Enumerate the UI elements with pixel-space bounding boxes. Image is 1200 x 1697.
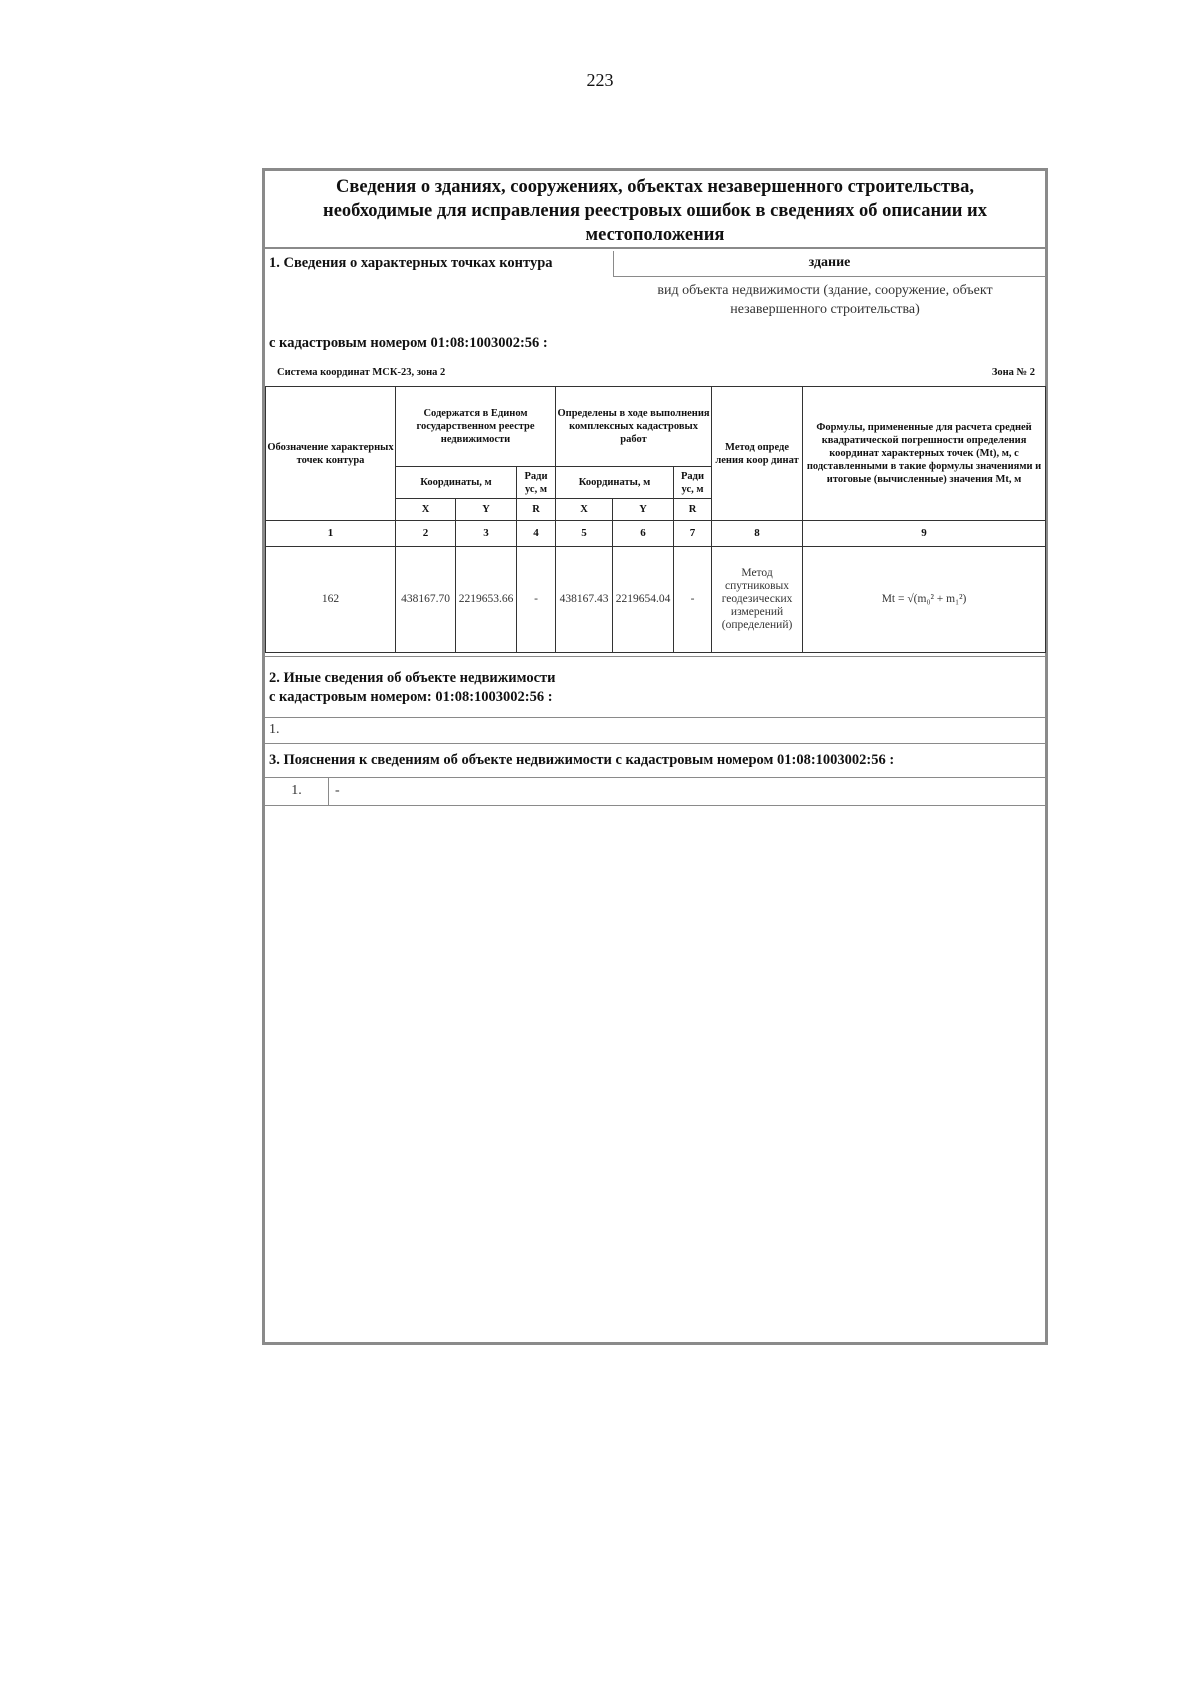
header-works: Определены в ходе выполнения комплексных кадастровых работ — [556, 387, 712, 467]
col-number: 5 — [556, 521, 613, 547]
object-type-value: здание — [613, 251, 1045, 277]
form-title — [265, 171, 1045, 249]
section2-line-1: 2. Иные сведения об объекте недвижимости — [269, 670, 556, 686]
header-point: Обозначение характерных точек контура — [266, 387, 396, 521]
header-coords-egrn: Координаты, м — [396, 467, 517, 499]
section1-label: 1. Сведения о характерных точках контура — [269, 255, 553, 271]
cell-y-works: 2219654.04 — [613, 547, 674, 653]
header-egrn: Содержатся в Едином государственном реестре недвижимости — [396, 387, 556, 467]
section3-row-number: 1. — [265, 778, 329, 805]
header-r-works: R — [674, 499, 712, 521]
title-line-1: Сведения о зданиях, сооружениях, объектах незавершенного строительства, — [336, 177, 974, 197]
header-coords-works: Координаты, м — [556, 467, 674, 499]
section3-heading: 3. Пояснения к сведениям об объекте недвижимости с кадастровым номером 01:08:1003002:56 : — [265, 744, 1045, 778]
col-number: 4 — [517, 521, 556, 547]
form-frame — [262, 168, 1048, 1345]
cell-formula: Mt = √(m₀² + m₁²) — [803, 547, 1046, 653]
page-number: 223 — [586, 70, 614, 90]
header-method: Метод опреде ления коор динат — [712, 387, 803, 521]
table-row — [266, 547, 1046, 653]
title-line-3: местоположения — [585, 225, 725, 245]
col-number: 9 — [803, 521, 1046, 547]
section2-line-2: с кадастровым номером: 01:08:1003002:56 : — [269, 689, 553, 705]
cadastral-number-line: с кадастровым номером 01:08:1003002:56 : — [269, 335, 548, 351]
header-radius-egrn: Ради ус, м — [517, 467, 556, 499]
header-x-egrn: X — [396, 499, 456, 521]
section2-heading — [265, 656, 1045, 718]
cell-x-works: 438167.43 — [556, 547, 613, 653]
col-number: 1 — [266, 521, 396, 547]
object-type-hint: вид объекта недвижимости (здание, сооружение, объект незавершенного строительства) — [657, 283, 993, 317]
title-line-2: необходимые для исправления реестровых ошибок в сведениях об описании их — [323, 201, 987, 221]
section3-row-text: - — [335, 783, 340, 798]
cell-point: 162 — [266, 547, 396, 653]
col-number: 2 — [396, 521, 456, 547]
header-radius-works: Ради ус, м — [674, 467, 712, 499]
cell-y-egrn: 2219653.66 — [456, 547, 517, 653]
coordinate-system: Система координат МСК-23, зона 2 — [277, 367, 446, 378]
cell-x-egrn: 438167.70 — [396, 547, 456, 653]
header-r-egrn: R — [517, 499, 556, 521]
col-number: 8 — [712, 521, 803, 547]
col-number: 7 — [674, 521, 712, 547]
zone-label: Зона № 2 — [991, 367, 1035, 378]
cell-r-egrn: - — [517, 547, 556, 653]
section2-row: 1. — [265, 718, 1045, 744]
cell-r-works: - — [674, 547, 712, 653]
header-formula: Формулы, примененные для расчета средней квадратической погрешности определения координат характерных точек (Mt), м, с подставленными в такие формулы значениями и итоговые (вычисленные) значения Mt, м — [803, 387, 1046, 521]
header-x-works: X — [556, 499, 613, 521]
header-y-egrn: Y — [456, 499, 517, 521]
section3-row — [265, 778, 1045, 806]
points-table — [265, 386, 1046, 653]
col-number: 6 — [613, 521, 674, 547]
cell-method: Метод спутниковых геодезических измерений (определений) — [712, 547, 803, 653]
col-number: 3 — [456, 521, 517, 547]
header-y-works: Y — [613, 499, 674, 521]
